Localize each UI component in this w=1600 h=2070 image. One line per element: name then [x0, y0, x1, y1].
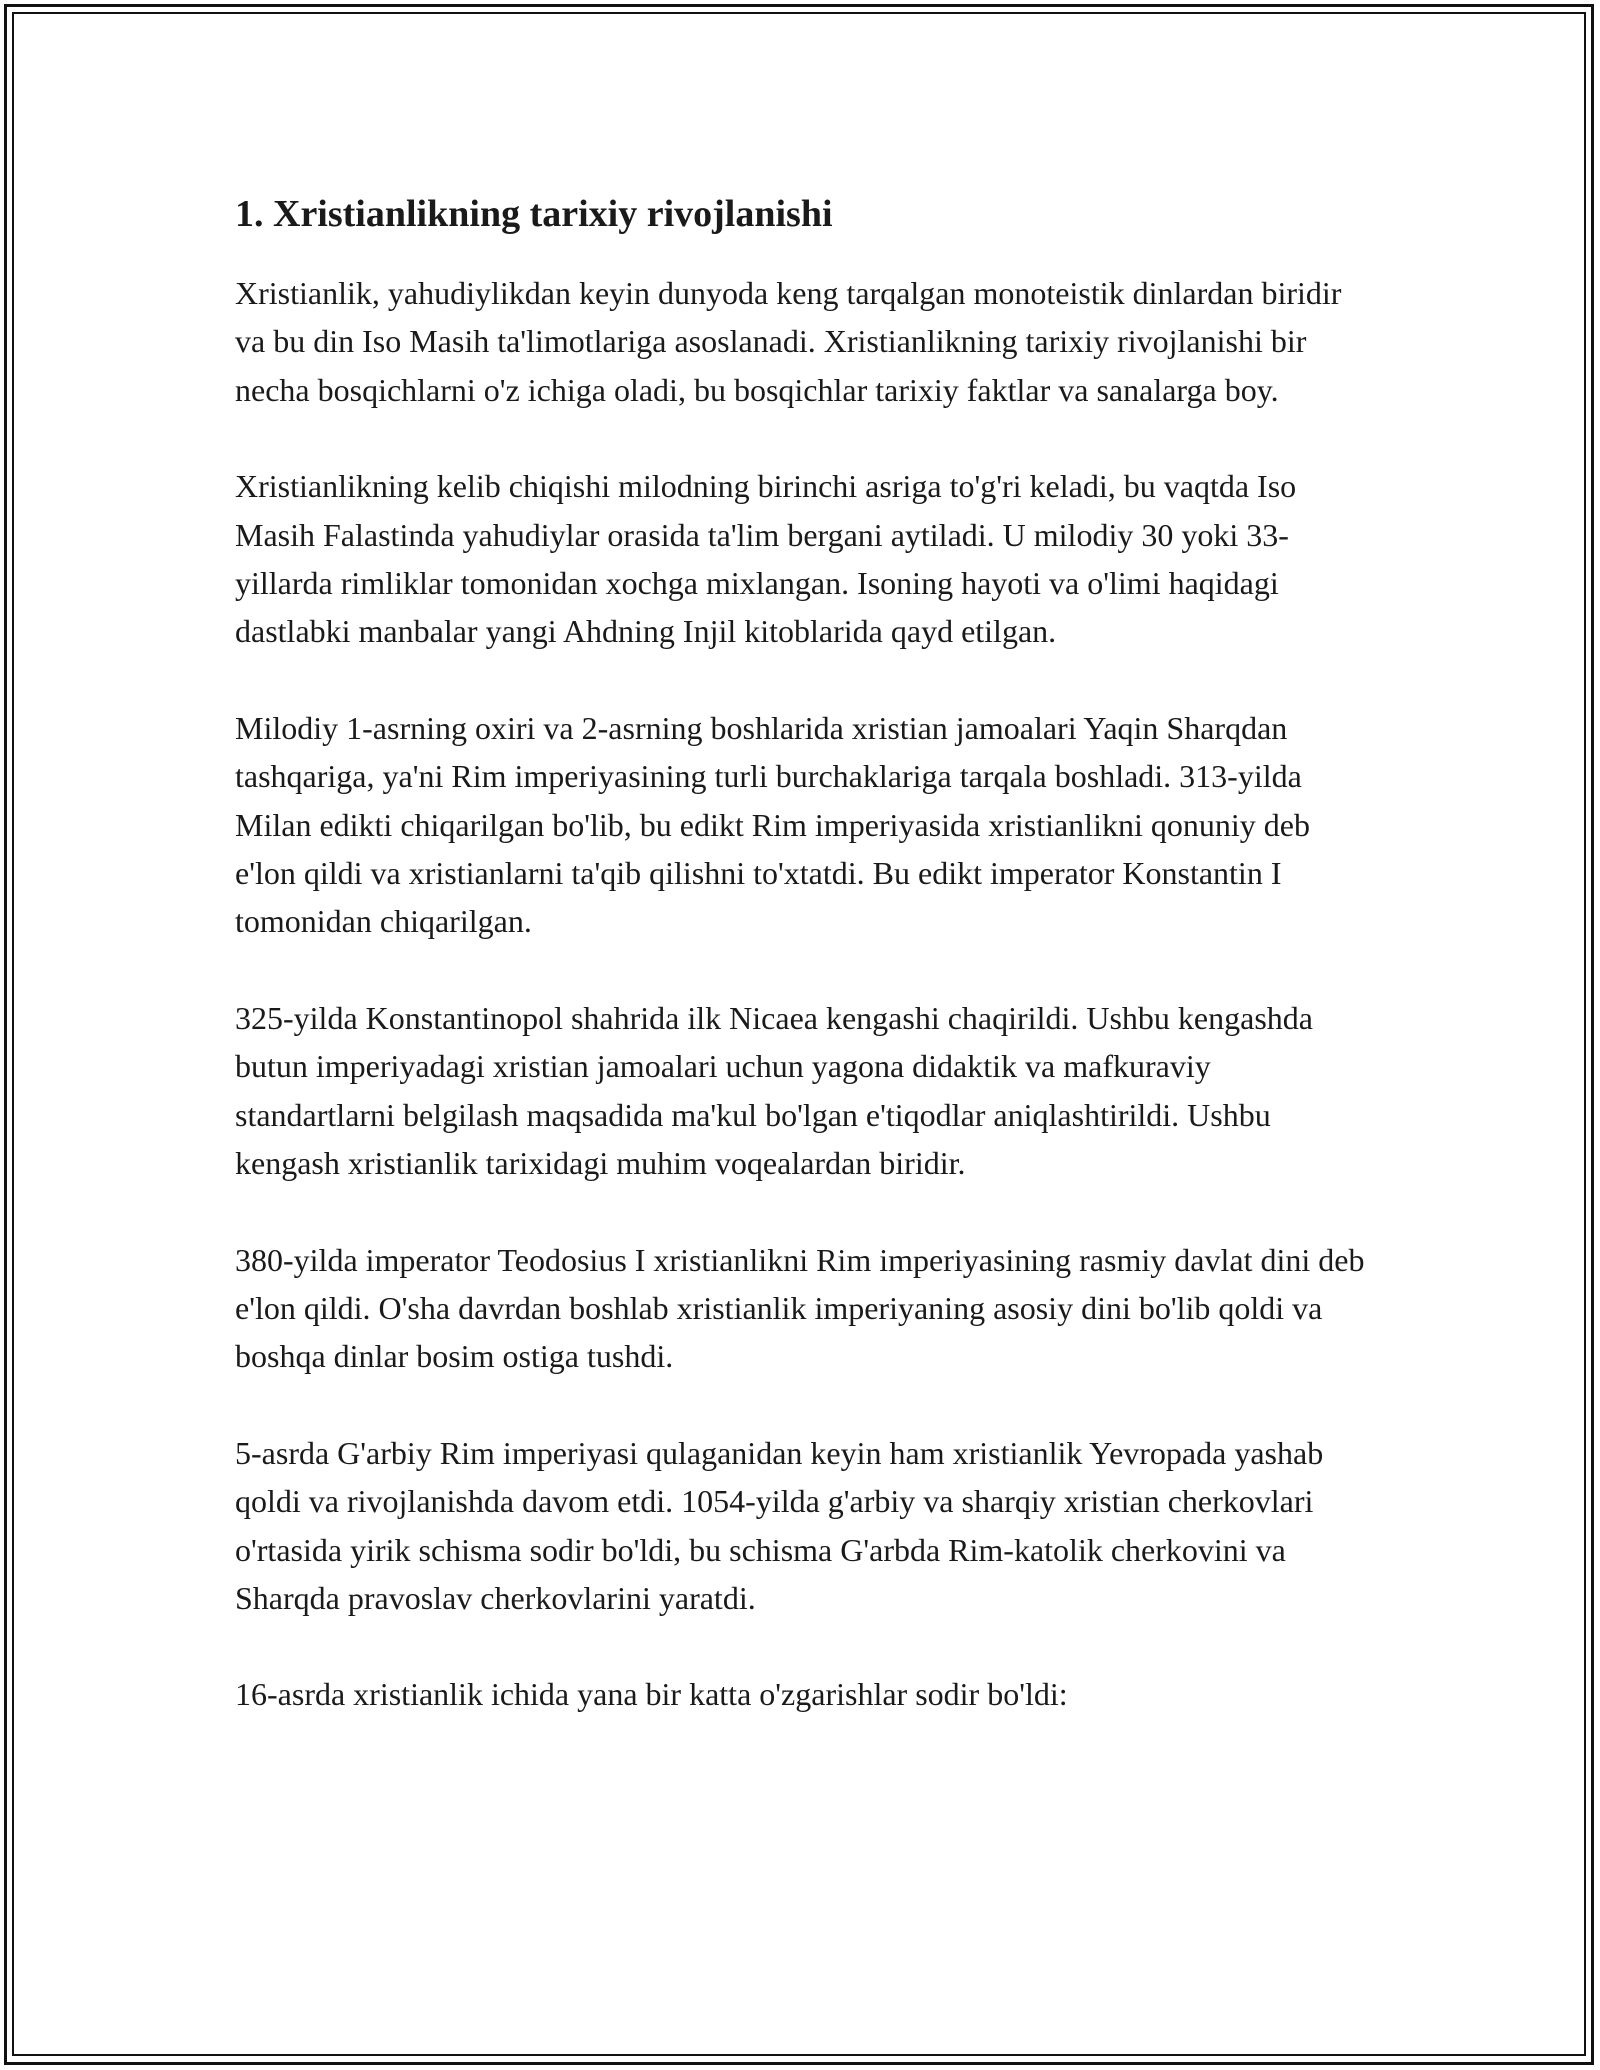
paragraph-great-schism: 5-asrda G'arbiy Rim imperiyasi qulaganidan keyin ham xristianlik Yevropada yashab qoldi va rivojlanishda davom etdi. 1054-yilda g'arbiy va sharqiy xristian cherkovlari o'rtasida yirik schisma sodir bo'ldi, bu schisma G'arbda Rim-katolik cherkovini va Sharqda pravoslav cherkovlarini yaratdi. — [235, 1434, 1324, 1616]
document-body — [235, 183, 1375, 1719]
paragraph-intro: Xristianlik, yahudiylikdan keyin dunyoda keng tarqalgan monoteistik dinlardan biridir va bu din Iso Masih ta'limotlariga asoslanadi. Xristianlikning tarixiy rivojlanishi bir necha bosqichlarni o'z ichiga oladi, bu bosqichlar tarixiy faktlar va sanalarga boy. — [235, 275, 1342, 408]
paragraph-state-religion: 380-yilda imperator Teodosius I xristianlikni Rim imperiyasining rasmiy davlat dini deb e'lon qildi. O'sha davrdan boshlab xristianlik imperiyaning asosiy dini bo'lib qoldi va boshqa dinlar bosim ostiga tushdi. — [235, 1241, 1365, 1375]
paragraph-nicaea-council: 325-yilda Konstantinopol shahrida ilk Nicaea kengashi chaqirildi. Ushbu kengashda butun imperiyadagi xristian jamoalari uchun yagona didaktik va mafkuraviy standartlarni belgilash maqsadida ma'kul bo'lgan e'tiqodlar aniqlashtirildi. Ushbu kengash xristianlik tarixidagi muhim voqealardan biridir. — [235, 999, 1313, 1182]
paragraph-spread-milan-edict: Milodiy 1-asrning oxiri va 2-asrning boshlarida xristian jamoalari Yaqin Sharqdan tashqariga, ya'ni Rim imperiyasining turli burchaklariga tarqala boshladi. 313-yilda Milan edikti chiqarilgan bo'lib, bu edikt Rim imperiyasida xristianlikni qonuniy deb e'lon qildi va xristianlarni ta'qib qilishni to'xtatdi. Bu edikt imperator Konstantin I tomonidan chiqarilgan. — [235, 709, 1310, 940]
section-heading: 1. Xristianlikning tarixiy rivojlanishi — [235, 193, 833, 235]
paragraph-sixteenth-century: 16-asrda xristianlik ichida yana bir katta o'zgarishlar sodir bo'ldi: — [235, 1676, 1068, 1713]
paragraph-origins: Xristianlikning kelib chiqishi milodning birinchi asriga to'g'ri keladi, bu vaqtda Iso Masih Falastinda yahudiylar orasida ta'lim bergani aytiladi. U milodiy 30 yoki 33-yillarda rimliklar tomonidan xochga mixlangan. Isoning hayoti va o'limi haqidagi dastlabki manbalar yangi Ahdning Injil kitoblarida qayd etilgan. — [235, 468, 1297, 650]
